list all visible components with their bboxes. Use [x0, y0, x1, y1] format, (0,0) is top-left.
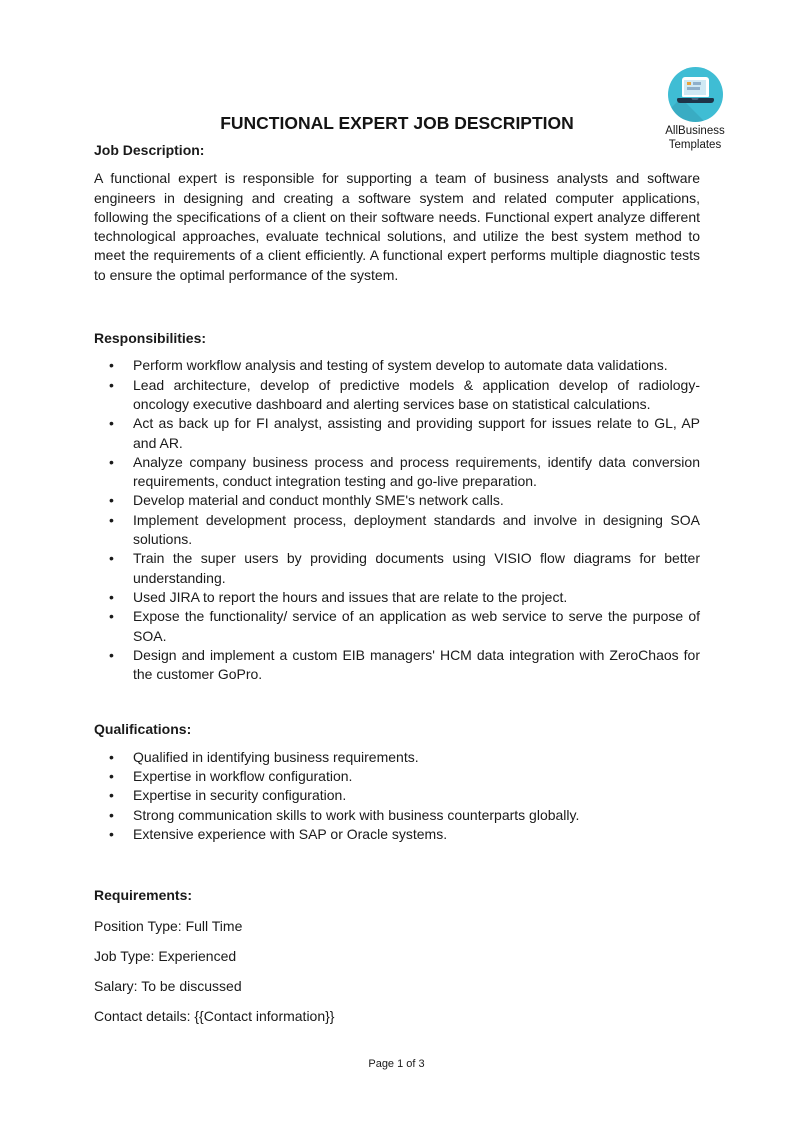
responsibility-item: • Develop material and conduct monthly SME's network calls.: [133, 491, 700, 510]
logo-text-line1: AllBusiness: [665, 125, 725, 137]
laptop-screen: [682, 77, 709, 97]
responsibility-item: • Perform workflow analysis and testing of system develop to automate data validations.: [133, 356, 700, 375]
qualification-item: • Expertise in security configuration.: [133, 786, 700, 805]
laptop-screen-content: [684, 80, 706, 96]
section-heading-responsibilities: Responsibilities:: [94, 330, 207, 347]
requirement-line: Contact details: {{Contact information}}: [94, 1008, 335, 1025]
requirement-line: Job Type: Experienced: [94, 947, 237, 964]
responsibility-item: • Design and implement a custom EIB managers' HCM data integration with ZeroChaos for the customer GoPro.: [133, 646, 700, 685]
section-heading-job-description: Job Description:: [94, 142, 205, 158]
screen-line: [687, 87, 700, 90]
qualification-item: • Expertise in workflow configuration.: [133, 767, 700, 786]
job-description-paragraph: A functional expert is responsible for supporting a team of business analysts and software engineers in designing and creating a software system and related computer applications, following the specifications of a client on their software needs. Functional expert analyze different technological approaches, evaluate technical solutions, and utilize the best system method to meet the requirements of a client efficiently. A functional expert performs multiple diagnostic tests to ensure the optimal performance of the system.: [94, 170, 700, 283]
responsibility-item: • Implement development process, deployment standards and involve in designing SOA solutions.: [133, 511, 700, 550]
requirement-line: Position Type: Full Time: [94, 917, 243, 934]
laptop-base: [677, 98, 714, 103]
laptop-icon: [668, 77, 723, 103]
section-heading-requirements: Requirements:: [94, 887, 193, 904]
qualification-item: • Qualified in identifying business requirements.: [133, 748, 700, 767]
qualification-item: • Strong communication skills to work with business counterparts globally.: [133, 806, 700, 825]
requirement-line: Salary: To be discussed: [94, 978, 242, 995]
screen-dot: [687, 82, 691, 85]
responsibility-item: • Lead architecture, develop of predictive models & application develop of radiology-oncology executive dashboard and alerting services base on statistical calculations.: [133, 376, 700, 415]
page-title: FUNCTIONAL EXPERT JOB DESCRIPTION: [220, 113, 574, 133]
responsibility-item: • Used JIRA to report the hours and issues that are relate to the project.: [133, 588, 700, 607]
responsibility-item: • Act as back up for FI analyst, assisting and providing support for issues relate to GL, AP and AR.: [133, 414, 700, 453]
responsibility-item: • Expose the functionality/ service of an application as web service to serve the purpose of SOA.: [133, 607, 700, 646]
qualification-item: • Extensive experience with SAP or Oracle systems.: [133, 825, 700, 844]
requirements-lines: [94, 917, 700, 1027]
section-heading-qualifications: Qualifications:: [94, 721, 192, 738]
screen-line: [693, 82, 701, 85]
responsibilities-list: [94, 356, 700, 684]
responsibility-item: • Train the super users by providing documents using VISIO flow diagrams for better understanding.: [133, 549, 700, 588]
page-footer: Page 1 of 3: [368, 1058, 425, 1070]
qualifications-list: [94, 748, 700, 844]
logo-circle: [668, 67, 723, 122]
logo-text-line2: Templates: [668, 138, 722, 151]
logo-text: [657, 125, 733, 152]
allbusiness-logo: [657, 67, 733, 152]
responsibility-item: • Analyze company business process and process requirements, identify data conversion requirements, conduct integration testing and go-live preparation.: [133, 453, 700, 492]
